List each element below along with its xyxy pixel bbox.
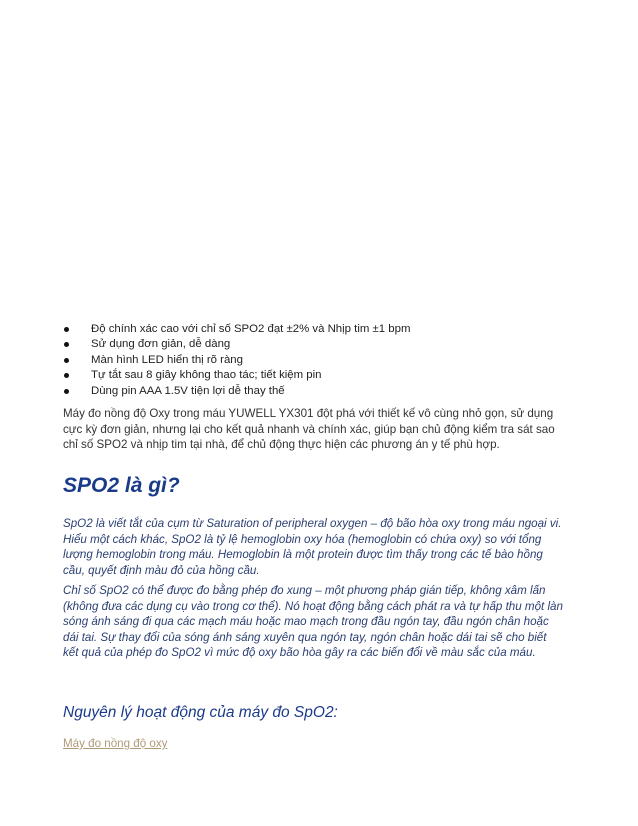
bullet-icon	[64, 373, 69, 378]
bullet-icon	[64, 342, 69, 347]
oximeter-link[interactable]: Máy đo nồng độ oxy	[63, 737, 168, 750]
feature-text: Sử dụng đơn giản, dễ dàng	[91, 338, 231, 351]
list-item	[63, 322, 410, 337]
spo2-definition-paragraph: SpO2 là viết tắt của cụm từ Saturation of peripheral oxygen – độ bão hòa oxy trong máu ngoại vi. Hiểu một cách khác, SpO2 là tỷ lệ hemoglobin oxy hóa (hemoglobin có chứa oxy) so với tổng lượng hemoglobin trong máu. Hemoglobin là một protein được tìm thấy trong các tế bào hồng cầu, quyết định màu đỏ của hồng cầu.	[63, 517, 562, 577]
list-item	[63, 384, 410, 399]
feature-text: Màn hình LED hiển thị rõ ràng	[91, 353, 243, 366]
feature-text: Tự tắt sau 8 giây không thao tác; tiết kiệm pin	[91, 369, 322, 382]
feature-text: Dùng pin AAA 1.5V tiện lợi dễ thay thế	[91, 384, 285, 397]
bullet-icon	[64, 389, 69, 394]
list-item	[63, 368, 410, 383]
principle-heading: Nguyên lý hoạt động của máy đo SpO2:	[63, 704, 338, 721]
feature-text: Độ chính xác cao với chỉ số SPO2 đạt ±2% và Nhịp tim ±1 bpm	[91, 323, 411, 335]
bullet-icon	[64, 327, 69, 332]
intro-paragraph: Máy đo nồng độ Oxy trong máu YUWELL YX301 đột phá với thiết kế vô cùng nhỏ gọn, sử dụng cực kỳ đơn giản, nhưng lại cho kết quả nhanh và chính xác, giúp bạn chủ động kiểm tra sát sao chỉ số SPO2 và nhịp tim tại nhà, để chủ động thực hiện các phương án y tế phù hợp.	[63, 407, 555, 451]
spo2-measurement-paragraph: Chỉ số SpO2 có thể được đo bằng phép đo xung – một phương pháp gián tiếp, không xâm lấn (không đưa các dụng cụ vào trong cơ thể). Nó hoạt động bằng cách phát ra và tự hấp thu một làn sóng ánh sáng đi qua các mạch máu hoặc mao mạch trong đầu ngón tay, đầu ngón chân hoặc dái tai. Sự thay đổi của sóng ánh sáng xuyên qua ngón tay, ngón chân hoặc dái tai sẽ cho biết kết quả của phép đo SpO2 vì mức độ oxy bão hòa gây ra các biến đổi về màu sắc của máu.	[63, 584, 563, 660]
feature-list	[63, 322, 410, 399]
spo2-heading: SPO2 là gì?	[63, 474, 180, 497]
list-item	[63, 337, 410, 352]
list-item	[63, 353, 410, 368]
bullet-icon	[64, 358, 69, 363]
